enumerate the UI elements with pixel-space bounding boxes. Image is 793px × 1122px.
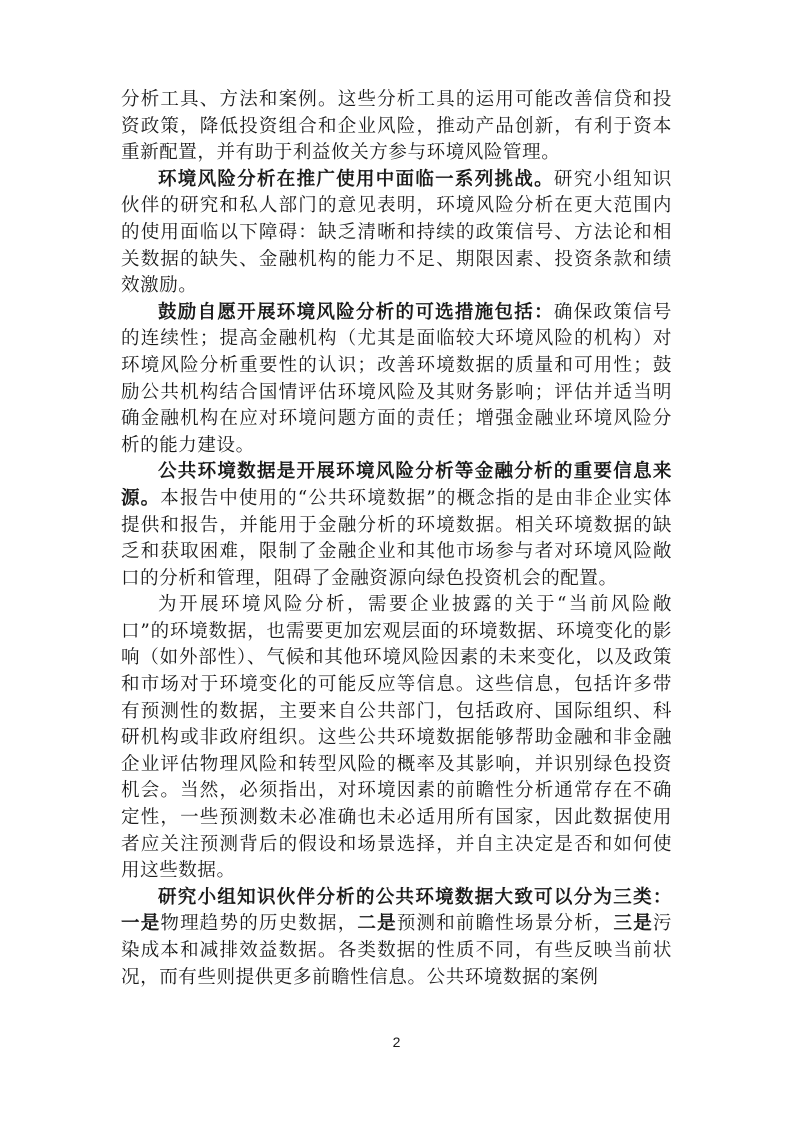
page-number: 2	[392, 1034, 401, 1050]
paragraph-4-lead: 公共环境数据是开展环境风险分析等金融分析的重要信息来源。	[121, 461, 672, 509]
paragraph-6-text-three: 污染成本和减排效益数据。各类数据的性质不同，有些反映当前状况，而有些则提供更多前瞻性信息。公共环境数据的案例	[121, 913, 673, 988]
paragraph-3-lead: 鼓励自愿开展环境风险分析的可选措施包括：	[158, 301, 554, 323]
paragraph-4-text: 本报告中使用的“公共环境数据”的概念指的是由非企业实体提供和报告，并能用于金融分析的环境数据。相关环境数据的缺乏和获取困难，限制了金融企业和其他市场参与者对环境风险敞口的分析和管理，阻碍了金融资源向绿色投资机会的配置。	[121, 487, 673, 589]
paragraph-2-lead: 环境风险分析在推广使用中面临一系列挑战。	[158, 168, 554, 190]
paragraph-5-text: 为开展环境风险分析，需要企业披露的关于“当前风险敞口”的环境数据，也需要更加宏观层面的环境数据、环境变化的影响（如外部性）、气候和其他环境风险因素的未来变化，以及政策和市场对于环境变化的可能反应等信息。这些信息，包括许多带有预测性的数据，主要来自公共部门，包括政府、国际组织、科研机构或非政府组织。这些公共环境数据能够帮助金融和非金融企业评估物理风险和转型风险的概率及其影响，并识别绿色投资机会。当然，必须指出，对环境因素的前瞻性分析通常存在不确定性，一些预测数未必准确也未必适用所有国家，因此数据使用者应关注预测背后的假设和场景选择，并自主决定是否和如何使用这些数据。	[121, 594, 672, 882]
paragraph-5	[121, 592, 672, 885]
paragraph-6	[121, 885, 672, 991]
paragraph-3	[121, 300, 672, 460]
paragraph-6-lead: 研究小组知识伙伴分析的公共环境数据大致可以分为三类：	[158, 886, 672, 908]
paragraph-1-text: 分析工具、方法和案例。这些分析工具的运用可能改善信贷和投资政策，降低投资组合和企业风险，推动产品创新，有利于资本重新配置，并有助于利益攸关方参与环境风险管理。	[121, 89, 672, 164]
paragraph-6-lead-one: 一是	[121, 913, 161, 935]
paragraph-2-text: 研究小组知识伙伴的研究和私人部门的意见表明，环境风险分析在更大范围内的使用面临以下障碍：缺乏清晰和持续的政策信号、方法论和相关数据的缺失、金融机构的能力不足、期限因素、投资条款和绩效激励。	[121, 168, 672, 297]
paragraph-6-lead-two: 二是	[357, 913, 397, 935]
paragraph-6-text-one: 物理趋势的历史数据，	[160, 913, 358, 935]
document-body	[121, 87, 672, 991]
paragraph-2	[121, 167, 672, 300]
paragraph-4	[121, 459, 672, 592]
paragraph-6-text-two: 预测和前瞻性场景分析，	[396, 913, 614, 935]
paragraph-1	[121, 87, 672, 167]
paragraph-3-text: 确保政策信号的连续性；提高金融机构（尤其是面临较大环境风险的机构）对环境风险分析重要性的认识；改善环境数据的质量和可用性；鼓励公共机构结合国情评估环境风险及其财务影响；评估并适当明确金融机构在应对环境问题方面的责任；增强金融业环境风险分析的能力建设。	[121, 301, 672, 456]
paragraph-6-lead-three: 三是	[613, 913, 653, 935]
